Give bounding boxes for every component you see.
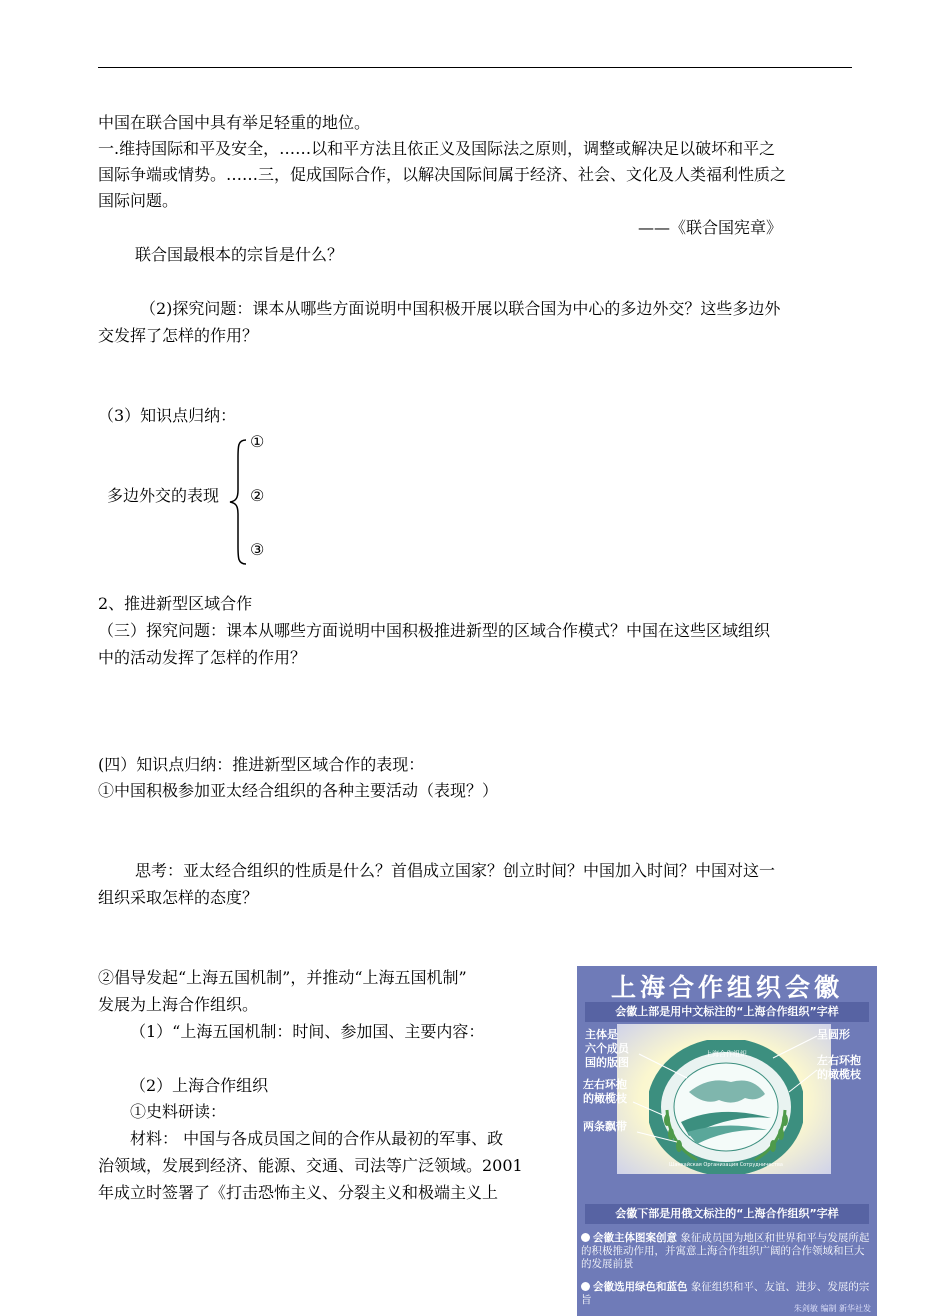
ring-top-text: 上海合作组织 [705,1050,747,1058]
text-line: （1）“上海五国机制：时间、参加国、主要内容： [130,1022,485,1041]
text-line: 一.维持国际和平及安全，……以和平方法且依正义及国际法之原则，调整或解决足以破坏和平之 [98,139,776,158]
emblem-title: 上海合作组织会徽 [610,973,843,1002]
bullet-head: 会徽选用绿色和蓝色 [593,1281,688,1293]
text-line: ①史料研读： [130,1102,227,1121]
label-olive-left: 左右环抱 的橄榄枝 [583,1078,627,1105]
text-line: 国际争端或情势。……三，促成国际合作，以解决国际间属于经济、社会、文化及人类福利性质之 [98,165,787,184]
text-line: 组织采取怎样的态度？ [98,888,259,907]
label-circle: 呈圆形 [817,1028,850,1041]
text-line: 中的活动发挥了怎样的作用？ [98,648,307,667]
bullet-head: 会徽主体图案创意 [593,1232,677,1244]
bullet-text: 象征成员国为地区和世界和平与发展所起的积极推动作用，并寓意上海合作组织广阔的合作领域和巨大的发展前景 [581,1232,870,1270]
text-line: （2）上海合作组织 [130,1076,269,1095]
emblem-top-caption: 会徽上部是用中文标注的“上海合作组织”字样 [585,1002,869,1022]
bullet-dot-icon [581,1233,590,1242]
emblem-credit: 朱剑敏 编制 新华社发 [793,1304,871,1313]
question-line: 思考：亚太经合组织的性质是什么？首倡成立国家？创立时间？中国加入时间？中国对这一 [135,861,776,880]
text-line: 材料： 中国与各成员国之间的合作从最初的军事、政 [130,1129,504,1148]
text-line: （2)探究问题：课本从哪些方面说明中国积极开展以联合国为中心的多边外交？这些多边外 [140,299,781,318]
text-line: ②倡导发起“上海五国机制”，并推动“上海五国机制” [98,968,467,987]
emblem-bullet-1 [581,1232,871,1271]
label-olive-right: 左右环抱 的橄榄枝 [817,1054,861,1081]
text-line: ①中国积极参加亚太经合组织的各种主要活动（表现？） [98,781,499,800]
curly-brace-icon [228,438,250,566]
ring-bottom-text: Шанхайская Организация Сотрудничества [669,1162,783,1168]
sco-emblem-figure [577,966,877,1316]
text-line: 发展为上海合作组织。 [98,995,259,1014]
text-line: 交发挥了怎样的作用？ [98,326,259,345]
text-line: （三）探究问题：课本从哪些方面说明中国积极推进新型的区域合作模式？中国在这些区域组织 [98,621,771,640]
header-rule [98,67,852,68]
question-line: 联合国最根本的宗旨是什么？ [135,245,344,264]
circled-number: ② [250,486,265,505]
circled-number: ③ [250,540,265,559]
text-line: 国际问题。 [98,191,179,210]
brace-label: 多边外交的表现 [107,486,220,505]
quote-source: ——《联合国宪章》 [638,218,783,237]
text-line: 治领域，发展到经济、能源、交通、司法等广泛领域。2001 [98,1156,523,1175]
circled-number: ① [250,432,265,451]
section-heading: （3）知识点归纳： [98,406,237,425]
bullet-dot-icon [581,1282,590,1291]
section-heading: (四）知识点归纳：推进新型区域合作的表现： [98,755,425,774]
text-line: 年成立时签署了《打击恐怖主义、分裂主义和极端主义上 [98,1183,499,1202]
label-body: 主体是 六个成员 国的版图 [585,1028,629,1069]
label-ribbons: 两条飘带 [583,1120,627,1133]
text-line: 中国在联合国中具有举足轻重的地位。 [98,113,371,132]
section-heading: 2、推进新型区域合作 [98,594,253,613]
emblem-bottom-caption: 会徽下部是用俄文标注的“上海合作组织”字样 [585,1204,869,1224]
bullet-text: 象征组织和平、友谊、进步、发展的宗旨 [581,1281,870,1306]
